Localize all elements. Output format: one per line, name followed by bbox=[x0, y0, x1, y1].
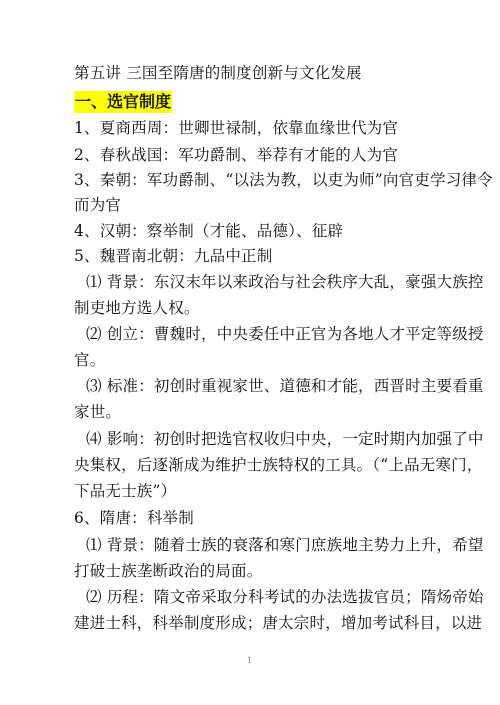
text-line: ⑵ 历程：隋文帝采取分科考试的办法选拔官员；隋炀帝始 bbox=[86, 588, 484, 606]
lecture-title: 第五讲 三国至隋唐的制度创新与文化发展 bbox=[74, 64, 362, 82]
text-line: 6、隋唐：科举制 bbox=[74, 509, 194, 527]
text-line: 下品无士族”） bbox=[74, 482, 177, 500]
text-line: 官。 bbox=[74, 351, 106, 369]
text-line: 3、秦朝：军功爵制、“以法为教，以吏为师”向官吏学习律令 bbox=[74, 171, 493, 189]
text-line: ⑵ 创立：曹魏时，中央委任中正官为各地人才平定等级授 bbox=[86, 325, 484, 343]
text-line: 家世。 bbox=[74, 403, 122, 421]
text-line: ⑴ 背景：随着士族的衰落和寒门庶族地主势力上升，希望 bbox=[86, 536, 484, 554]
text-line: 打破士族垄断政治的局面。 bbox=[74, 562, 263, 580]
text-line: 制吏地方选人权。 bbox=[74, 299, 200, 317]
text-line: 央集权，后逐渐成为维护士族特权的工具。（“上品无寒门， bbox=[74, 456, 483, 474]
section-heading-wrapper bbox=[74, 91, 172, 113]
text-line: 而为官 bbox=[74, 196, 122, 214]
text-line: 2、春秋战国：军功爵制、举荐有才能的人为官 bbox=[74, 146, 399, 164]
text-line: ⑴ 背景：东汉末年以来政治与社会秩序大乱，豪强大族控 bbox=[86, 273, 484, 291]
text-line: ⑷ 影响：初创时把选官权收归中央，一定时期内加强了中 bbox=[86, 430, 484, 448]
text-line: 4、汉朝：察举制（才能、品德）、征辟 bbox=[74, 222, 344, 240]
text-line: 1、夏商西周：世卿世禄制，依靠血缘世代为官 bbox=[74, 119, 399, 137]
text-line: 5、魏晋南北朝：九品中正制 bbox=[74, 247, 273, 265]
section-heading: 一、选官制度 bbox=[75, 92, 172, 111]
page-number: 1 bbox=[247, 656, 253, 665]
text-line: ⑶ 标准：初创时重视家世、道德和才能，西晋时主要看重 bbox=[86, 377, 484, 395]
text-line: 建进士科，科举制度形成；唐太宗时，增加考试科目，以进 bbox=[74, 614, 483, 632]
